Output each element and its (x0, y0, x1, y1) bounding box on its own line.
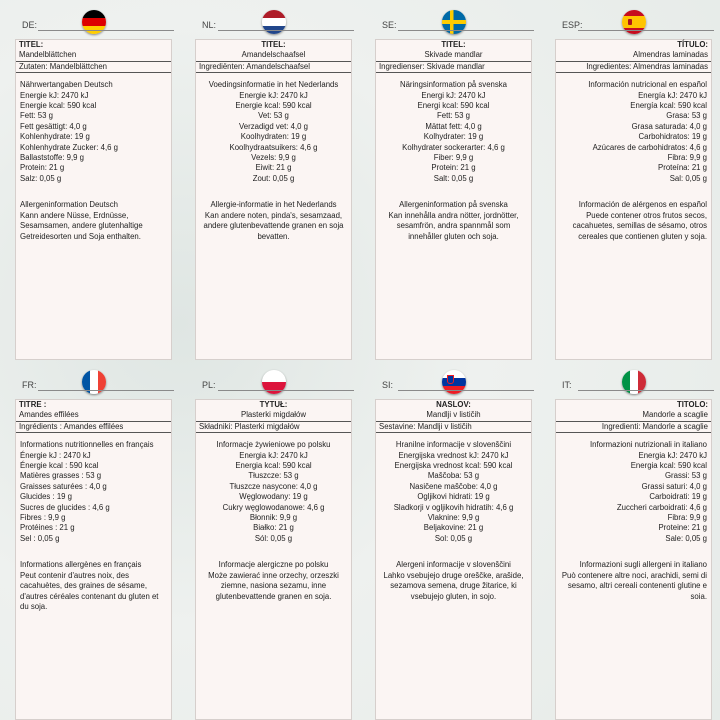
nutrition-row: Maščoba: 53 g (427, 471, 480, 481)
allergen-heading: Allergeninformation på svenska (399, 200, 508, 210)
nutrition-row: Kohlenhydrate: 19 g (20, 132, 90, 142)
nutrition-row: Energia kJ: 2470 kJ (638, 450, 707, 460)
nutrition-row: Énergie kJ : 2470 kJ (20, 450, 91, 460)
nutrition-row: Kolhydrater sockerarter: 4,6 g (402, 142, 505, 152)
nutrition-row: Carbohidratos: 19 g (638, 132, 707, 142)
language-code: PL: (202, 380, 216, 390)
info-panel (195, 39, 352, 360)
language-cell-se (360, 0, 540, 360)
allergen-block (196, 560, 351, 602)
language-code: IT: (562, 380, 572, 390)
product-name: Skivade mandlar (376, 50, 531, 61)
coat-of-arms-icon (447, 375, 454, 384)
nutrition-row: Energie kcal: 590 kcal (235, 101, 312, 111)
nutrition-row: Salt: 0,05 g (433, 173, 474, 183)
nutrition-row: Fett: 53 g (20, 111, 53, 121)
nutrition-row: Energie kJ: 2470 kJ (239, 90, 308, 100)
nutrition-row: Énergie kcal : 590 kcal (20, 461, 99, 471)
nutrition-block (556, 440, 711, 544)
nutrition-row: Carboidrati: 19 g (649, 492, 707, 502)
product-name: Amandelschaafsel (196, 50, 351, 61)
allergen-heading: Allergeninformation Deutsch (20, 200, 118, 210)
nutrition-row: Fiber: 9,9 g (433, 153, 474, 163)
nutrition-row: Ballaststoffe: 9,9 g (20, 153, 85, 163)
language-cell-si (360, 360, 540, 720)
language-cell-nl (180, 0, 360, 360)
nutrition-row: Tłuszcze: 53 g (248, 471, 299, 481)
ingredients: Ingredienti: Mandorle a scaglie (556, 422, 711, 433)
allergen-block (556, 560, 711, 602)
nutrition-row: Beljakovine: 21 g (423, 523, 484, 533)
divider (38, 30, 174, 31)
allergen-block (556, 200, 711, 242)
nutrition-row: Graisses saturées : 4,0 g (20, 481, 107, 491)
product-name: Amandes effilées (16, 410, 171, 421)
nutrition-heading: Información nutricional en español (588, 80, 707, 90)
nutrition-block (16, 440, 171, 544)
language-cell-de (0, 0, 180, 360)
allergen-text: Może zawierać inne orzechy, orzeszki ziemne, nasiona sezamu, inne glutenbevattende granen en soja. (208, 570, 339, 601)
nutrition-row: Energijska vrednost kJ: 2470 kJ (398, 450, 509, 460)
nutrition-heading: Voedingsinformatie in het Nederlands (208, 80, 339, 90)
nutrition-row: Energia kcal: 590 kcal (235, 461, 312, 471)
language-code: ESP: (562, 20, 583, 30)
nutrition-row: Energia kJ: 2470 kJ (239, 450, 308, 460)
nutrition-row: Protéines : 21 g (20, 523, 75, 533)
nutrition-block (376, 80, 531, 184)
nutrition-row: Sel : 0,05 g (20, 533, 60, 543)
nutrition-row: Energía kJ: 2470 kJ (638, 90, 707, 100)
nutrition-row: Sal: 0,05 g (669, 173, 707, 183)
nutrition-row: Fett: 53 g (437, 111, 470, 121)
nutrition-row: Azúcares de carbohidratos: 4,6 g (592, 142, 707, 152)
allergen-block (16, 560, 171, 612)
language-code: SI: (382, 380, 394, 390)
allergen-heading: Informazioni sugli allergeni in italiano (579, 560, 707, 570)
nutrition-row: Verzadigd vet: 4,0 g (239, 121, 308, 131)
nutrition-row: Energía kcal: 590 kcal (630, 101, 707, 111)
info-panel (555, 399, 712, 720)
nutrition-row: Cukry węglowodanowe: 4,6 g (222, 502, 325, 512)
ingredients: Ingrediënten: Amandelschaafsel (196, 62, 351, 73)
product-name: Plasterki migdałów (196, 410, 351, 421)
nutrition-row: Vlaknine: 9,9 g (427, 513, 480, 523)
language-cell-pl (180, 360, 360, 720)
nutrition-heading: Informations nutritionnelles en français (20, 440, 154, 450)
nutrition-row: Białko: 21 g (253, 523, 294, 533)
language-code: SE: (382, 20, 397, 30)
title-label: TÍTULO: (677, 40, 708, 49)
title-label: NASLOV: (436, 400, 471, 409)
nutrition-block (196, 80, 351, 184)
ingredients: Zutaten: Mandelblättchen (16, 62, 171, 73)
divider (578, 30, 714, 31)
nutrition-row: Koolhydraatsuikers: 4,6 g (229, 142, 318, 152)
ingredients: Ingrédients : Amandes effilées (16, 422, 171, 433)
allergen-heading: Informations allergènes en français (20, 560, 142, 570)
nutrition-row: Fibra: 9,9 g (667, 153, 707, 163)
info-panel (15, 39, 172, 360)
allergen-heading: Allergie-informatie in het Nederlands (210, 200, 337, 210)
nutrition-row: Proteína: 21 g (658, 163, 707, 173)
nutrition-row: Grasa: 53 g (666, 111, 707, 121)
nutrition-row: Vet: 53 g (258, 111, 289, 121)
nutrition-row: Energia kcal: 590 kcal (630, 461, 707, 471)
nutrition-row: Tłuszcze nasycone: 4,0 g (229, 481, 318, 491)
allergen-block (376, 200, 531, 242)
product-name: Mandlji v lističih (376, 410, 531, 421)
nutrition-row: Protein: 21 g (431, 163, 476, 173)
nutrition-row: Nasičene maščobe: 4,0 g (409, 481, 498, 491)
nutrition-row: Matières grasses : 53 g (20, 471, 102, 481)
nutrition-row: Węglowodany: 19 g (239, 492, 308, 502)
divider (218, 30, 354, 31)
ingredients: Sestavine: Mandlji v lističih (376, 422, 531, 433)
nutrition-row: Mättat fett: 4,0 g (425, 121, 482, 131)
nutrition-block (376, 440, 531, 544)
nutrition-row: Glucides : 19 g (20, 492, 73, 502)
allergen-text: Kann andere Nüsse, Erdnüsse, Sesamsamen, andere glutenhaltige Getreidesorten und Soja enthalten. (20, 210, 143, 241)
divider (218, 390, 354, 391)
product-name: Almendras laminadas (556, 50, 711, 61)
info-panel (375, 39, 532, 360)
info-panel (15, 399, 172, 720)
nutrition-row: Energie kJ: 2470 kJ (20, 90, 89, 100)
nutrition-row: Energijska vrednost kcal: 590 kcal (394, 461, 513, 471)
nutrition-row: Fibres : 9,9 g (20, 513, 66, 523)
language-cell-it (540, 360, 720, 720)
nutrition-row: Salz: 0,05 g (20, 173, 62, 183)
nutrition-row: Protein: 21 g (20, 163, 65, 173)
ingredients: Ingredientes: Almendras laminadas (556, 62, 711, 73)
nutrition-row: Energi kcal: 590 kcal (417, 101, 490, 111)
nutrition-row: Kohlenhydrate Zucker: 4,6 g (20, 142, 118, 152)
nutrition-row: Sucres de glucides : 4,6 g (20, 502, 110, 512)
allergen-text: Lahko vsebujejo druge oreščke, arašide, sezamova semena, druge žitarice, ki vsebujejo gluten, in sojo. (383, 570, 524, 601)
divider (398, 390, 534, 391)
title-label: TITEL: (19, 40, 44, 49)
allergen-block (16, 200, 171, 242)
nutrition-row: Grasa saturada: 4,0 g (631, 121, 707, 131)
nutrition-heading: Informazioni nutrizionali in italiano (589, 440, 707, 450)
nutrition-heading: Informacje żywieniowe po polsku (216, 440, 331, 450)
divider (38, 390, 174, 391)
nutrition-row: Zuccheri carboidrati: 4,6 g (616, 502, 707, 512)
nutrition-heading: Nährwertangaben Deutsch (20, 80, 113, 90)
product-name: Mandorle a scaglie (556, 410, 711, 421)
nutrition-block (196, 440, 351, 544)
nutrition-row: Sól: 0,05 g (254, 533, 293, 543)
nutrition-heading: Hranilne informacije v slovenščini (395, 440, 512, 450)
info-panel (375, 399, 532, 720)
allergen-heading: Información de alérgenos en español (578, 200, 707, 210)
divider (578, 390, 714, 391)
allergen-block (196, 200, 351, 242)
language-cell-fr (0, 360, 180, 720)
allergen-text: Puede contener otros frutos secos, cacahuetes, semillas de sésamo, otros cereales que contienen gluten y soja. (572, 210, 707, 241)
nutrition-row: Ogljikovi hidrati: 19 g (417, 492, 490, 502)
allergen-heading: Informacje alergiczne po polsku (218, 560, 329, 570)
nutrition-row: Koolhydraten: 19 g (240, 132, 307, 142)
divider (398, 30, 534, 31)
nutrition-heading: Näringsinformation på svenska (399, 80, 508, 90)
info-panel (195, 399, 352, 720)
allergen-block (376, 560, 531, 602)
nutrition-row: Proteine: 21 g (658, 523, 707, 533)
allergen-text: Può contenere altre noci, arachidi, semi di sesamo, altri cereali contenenti glutine e soia. (561, 570, 707, 601)
allergen-text: Kan andere noten, pinda's, sesamzaad, andere glutenbevattende granen en soja bevatten. (203, 210, 344, 241)
allergen-text: Peut contenir d'autres noix, des cacahuètes, des graines de sésame, d'autres céréales contenant du gluten et du soja. (20, 570, 159, 611)
nutrition-row: Fett gesättigt: 4,0 g (20, 121, 87, 131)
nutrition-row: Vezels: 9,9 g (251, 153, 296, 163)
title-label: TITEL: (261, 40, 286, 49)
nutrition-row: Sol: 0,05 g (434, 533, 473, 543)
title-label: TITEL: (441, 40, 466, 49)
allergen-text: Kan innehålla andra nötter, jordnötter, sesamfrön, andra spannmål som innehåller gluten och soja. (388, 210, 519, 241)
nutrition-block (16, 80, 171, 184)
nutrition-row: Sale: 0,05 g (665, 533, 707, 543)
info-panel (555, 39, 712, 360)
nutrition-block (556, 80, 711, 184)
language-cell-esp (540, 0, 720, 360)
nutrition-row: Energi kJ: 2470 kJ (421, 90, 486, 100)
nutrition-row: Kolhydrater: 19 g (423, 132, 484, 142)
ingredients: Składniki: Plasterki migdałów (196, 422, 351, 433)
nutrition-row: Zout: 0,05 g (252, 173, 295, 183)
nutrition-row: Sladkorji v ogljikovih hidratih: 4,6 g (393, 502, 514, 512)
language-code: DE: (22, 20, 38, 30)
coat-of-arms-icon (628, 19, 632, 25)
allergen-heading: Alergeni informacije v slovenščini (396, 560, 511, 570)
product-name: Mandelblättchen (16, 50, 171, 61)
nutrition-row: Grassi saturi: 4,0 g (641, 481, 707, 491)
nutrition-row: Energie kcal: 590 kcal (20, 101, 97, 111)
title-label: TITRE : (19, 400, 47, 409)
language-code: FR: (22, 380, 37, 390)
ingredients: Ingredienser: Skivade mandlar (376, 62, 531, 73)
nutrition-row: Eiwit: 21 g (255, 163, 292, 173)
nutrition-row: Fibra: 9,9 g (667, 513, 707, 523)
nutrition-row: Błonnik: 9,9 g (249, 513, 298, 523)
title-label: TITOLO: (676, 400, 708, 409)
title-label: TYTUŁ: (259, 400, 288, 409)
nutrition-row: Grassi: 53 g (664, 471, 707, 481)
language-code: NL: (202, 20, 217, 30)
